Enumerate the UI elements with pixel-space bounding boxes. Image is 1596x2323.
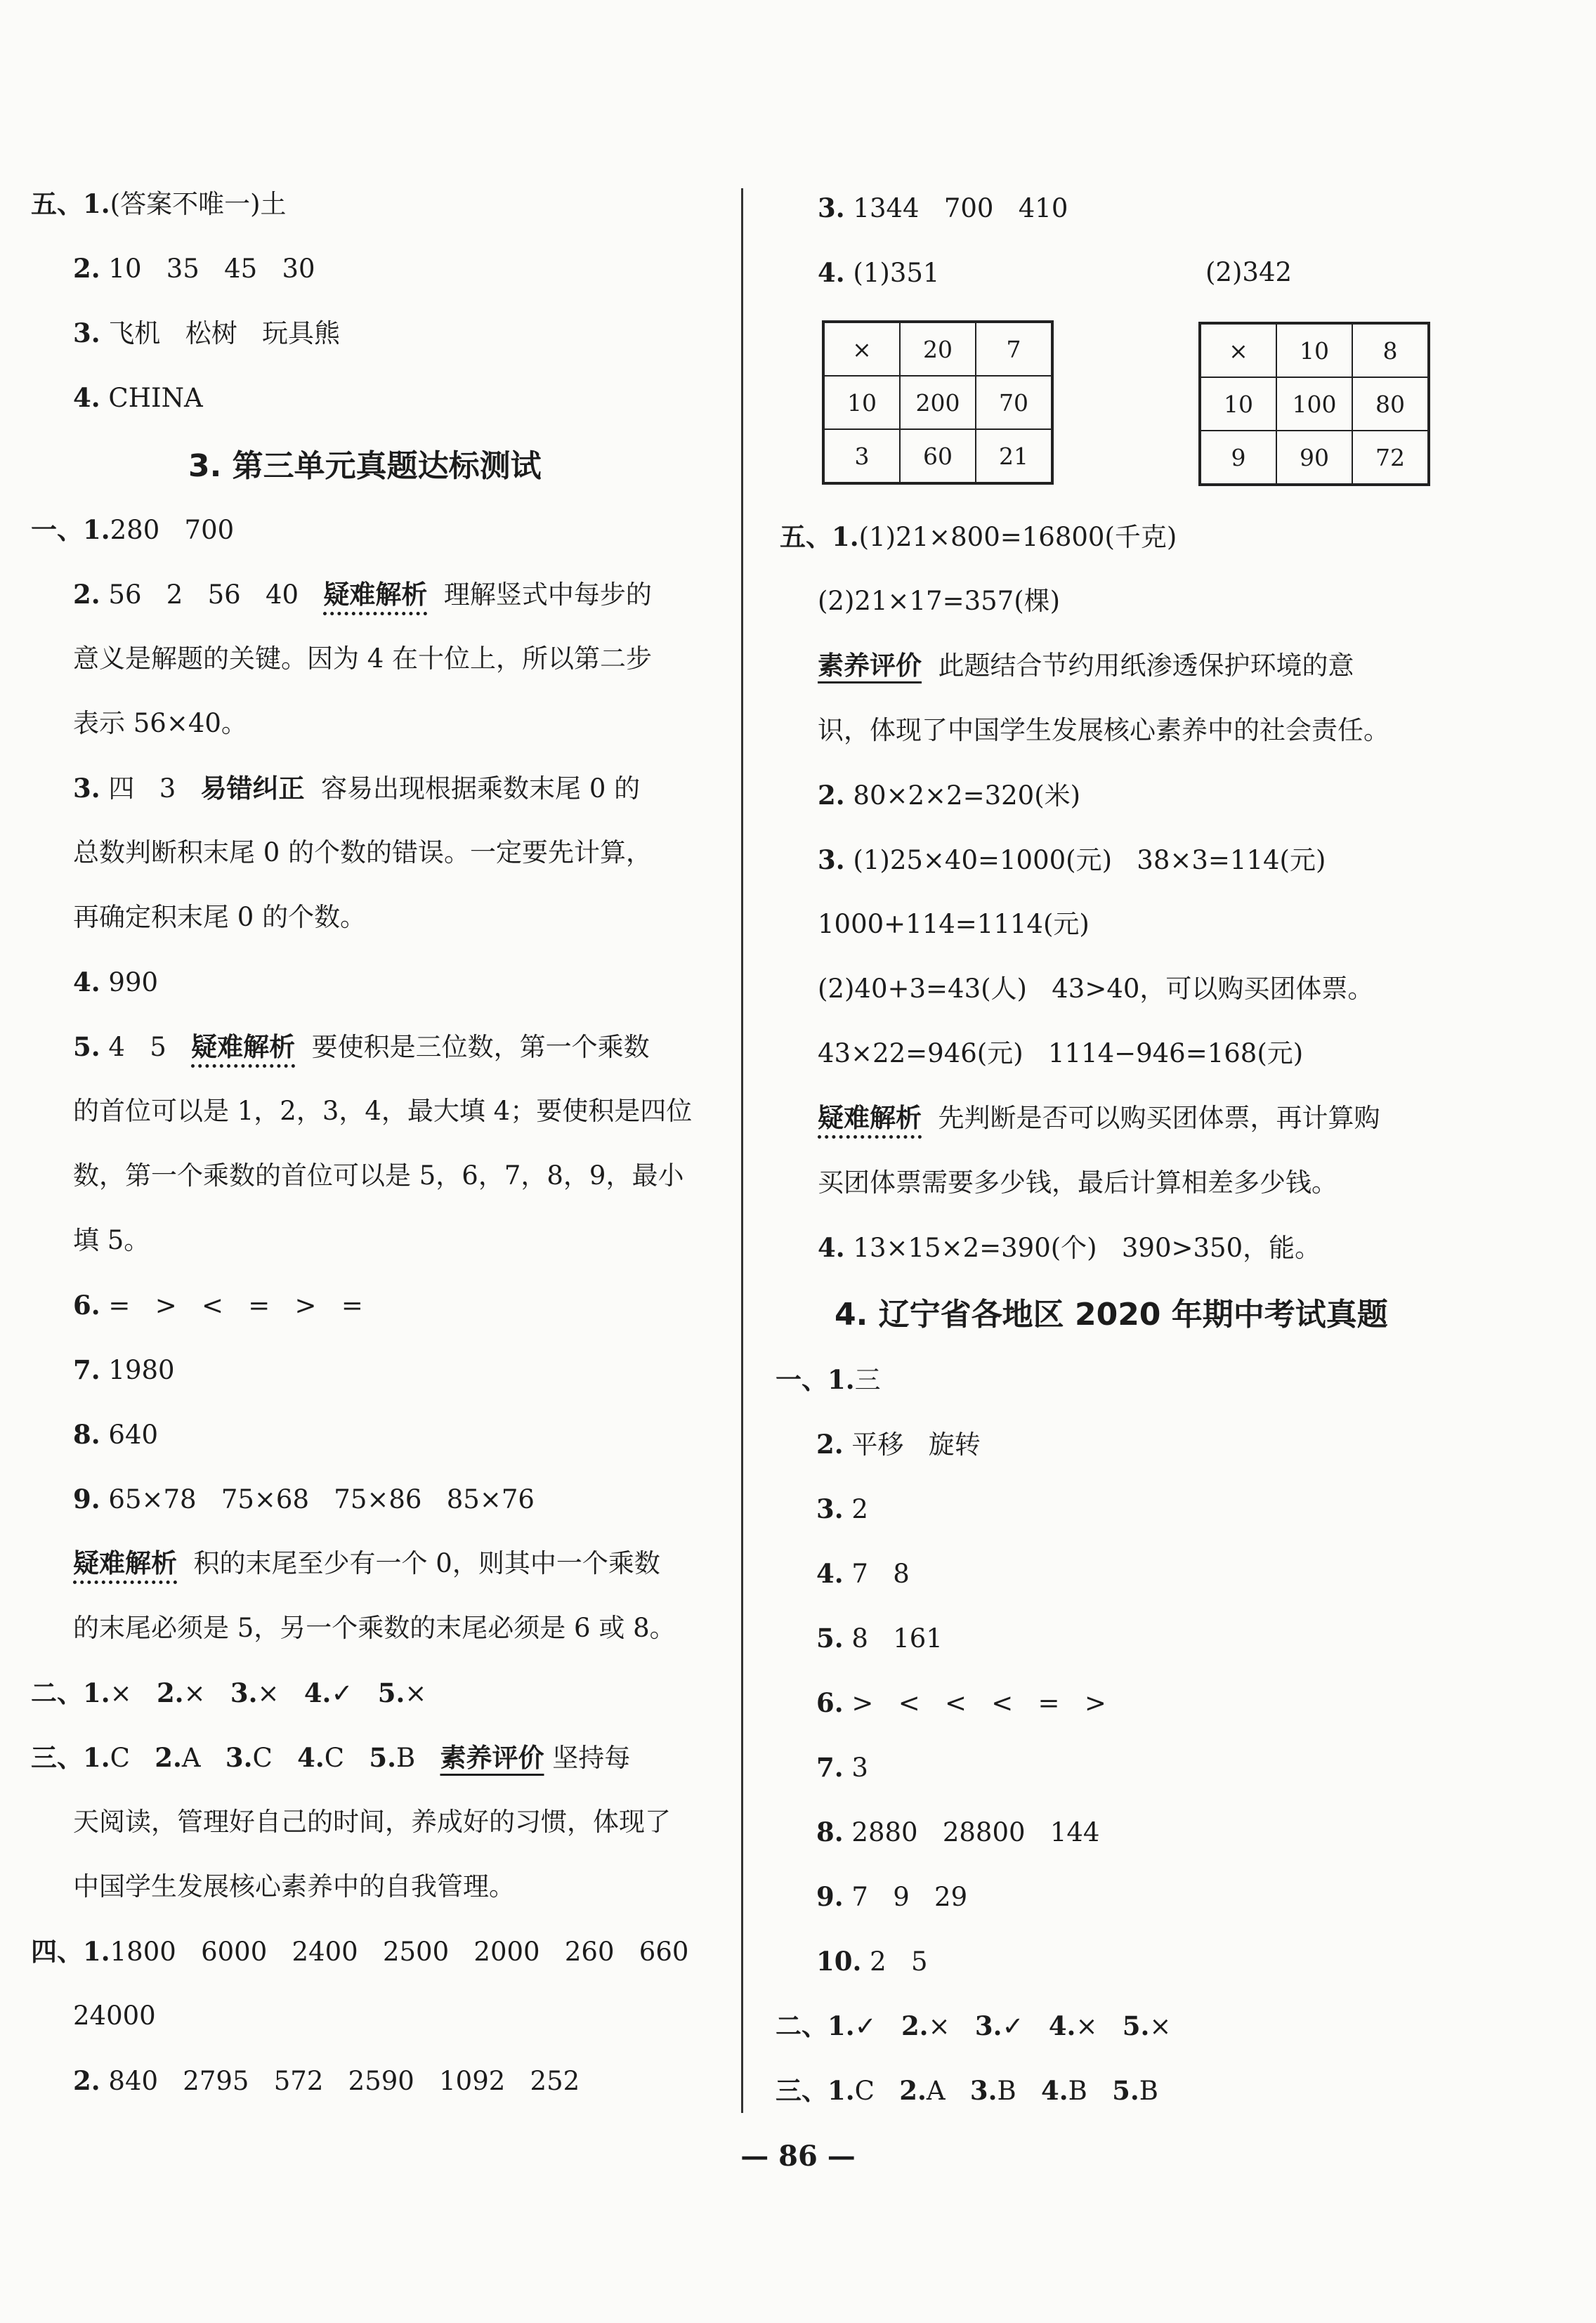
table-row [823,376,1052,429]
explanation-line: 填 5。 [73,1225,150,1255]
hard-analysis-tag: 疑难解析 [73,1548,177,1578]
explanation-line: 表示 56×40。 [73,708,247,738]
answer-text: ✓ [331,1678,378,1708]
question-number: 4. [1041,2075,1068,2106]
answer-text: (答案不唯一)土 [110,189,287,219]
question-number: 8. [816,1817,844,1847]
answer-text: × [1149,2011,1172,2041]
answer-line [73,313,340,353]
table-cell: 72 [1352,431,1429,485]
answer-text: × [928,2011,975,2041]
answer-text: × [405,1678,427,1708]
table-cell: × [823,322,900,376]
question-number: 5. [1112,2075,1139,2106]
answer-line: (2)21×17=357(棵) [818,586,1061,616]
question-number: 二、1. [776,2010,855,2041]
answer-text: = > < = > = [108,1290,363,1321]
question-number: 8. [73,1419,100,1450]
explanation-line: 意义是解题的关键。因为 4 在十位上，所以第二步 [73,643,653,674]
question-number: 五、1. [31,188,110,219]
table-row [1200,323,1429,377]
question-number: 5. [1122,2010,1150,2041]
answer-line [816,1748,868,1788]
question-number: 一、1. [776,1364,855,1395]
explanation-text: 积的末尾至少有一个 0，则其中一个乘数 [193,1548,660,1578]
answer-line [818,840,1326,880]
answer-text: 2 5 [870,1946,928,1977]
answer-text: 四 3 [108,773,176,804]
section-heading: 3. 第三单元真题达标测试 [188,448,542,484]
answer-text: 7 8 [851,1559,910,1589]
answer-text: × [257,1678,304,1708]
table-cell: 20 [900,322,976,376]
question-number: 3. [73,773,100,804]
answer-text: 65×78 75×68 75×86 85×76 [108,1484,535,1514]
question-number: 三、1. [31,1742,110,1773]
question-number: 二、1. [31,1677,110,1708]
explanation-line [818,1099,1380,1138]
answer-line: 24000 [73,2001,156,2031]
answer-text: 2880 28800 144 [851,1817,1100,1847]
question-number: 2. [73,2065,100,2096]
answer-text: B [1139,2076,1158,2106]
explanation-line: 买团体票需要多少钱，最后计算相差多少钱。 [818,1167,1337,1198]
table-row [823,322,1052,376]
answer-line [31,184,287,224]
answer-line [73,1479,535,1519]
explanation-line: 数，第一个乘数的首位可以是 5，6，7，8，9，最小 [73,1160,684,1191]
question-number: 3. [969,2075,998,2106]
explanation-text: 要使积是三位数，第一个乘数 [311,1032,650,1062]
answer-text: (1)21×800=16800(千克) [858,522,1177,552]
section-heading: 4. 辽宁省各地区 2020 年期中考试真题 [835,1297,1388,1333]
answer-line [73,1415,158,1455]
answer-text: 平移 旋转 [851,1429,981,1460]
answer-line [818,253,939,293]
answer-line [816,1618,943,1658]
page-number: — 86 — [740,2140,856,2173]
answer-line [73,249,315,289]
answer-text: 10 35 45 30 [108,254,315,284]
answer-line [73,575,652,615]
answer-text: ✓ [854,2011,901,2041]
answer-line: 43×22=946(元) 1114−946=168(元) [818,1038,1304,1068]
hard-analysis-tag: 疑难解析 [323,580,428,610]
answer-text: 8 161 [851,1623,943,1654]
answer-text: 1344 700 410 [853,193,1068,223]
answer-text: 840 2795 572 2590 1092 252 [108,2066,580,2096]
answer-text: 1980 [108,1355,175,1385]
answer-line [818,1228,1321,1268]
answer-line [73,378,203,418]
question-number: 3. [225,1742,253,1773]
answer-text: C [324,1743,369,1773]
answer-text: 990 [108,967,159,997]
explanation-line: 总数判断积末尾 0 的个数的错误。一定要先计算， [73,837,653,868]
answer-line [73,1027,650,1067]
answer-text: × [110,1678,157,1708]
answer-line [816,1877,967,1917]
question-number: 2. [818,780,845,811]
question-number: 6. [73,1290,100,1321]
question-number: 9. [816,1881,844,1912]
question-number: 2. [901,2010,929,2041]
multiplication-table-2 [1198,322,1430,486]
answer-text: (1)25×40=1000(元) 38×3=114(元) [853,845,1326,875]
answer-text: 280 700 [110,515,235,545]
answer-text: 7 9 29 [851,1882,968,1912]
table-cell: × [1200,323,1276,377]
answer-line [73,962,158,1002]
question-number: 3. [818,192,845,223]
explanation-line [73,1544,660,1583]
answer-line: (2)40+3=43(人) 43>40，可以购买团体票。 [818,974,1374,1004]
answer-text: > < < < = > [851,1688,1106,1718]
question-number: 2. [156,1677,184,1708]
answer-text: × [183,1678,230,1708]
question-number: 一、1. [31,514,110,545]
question-number: 2. [816,1429,844,1460]
question-number: 3. [818,844,845,875]
answer-text: 飞机 松树 玩具熊 [108,318,340,348]
explanation-line: 识，体现了中国学生发展核心素养中的社会责任。 [818,715,1389,745]
question-number: 7. [73,1354,100,1385]
question-number: 5. [369,1742,396,1773]
answer-text: 4 5 [108,1032,166,1062]
answer-text: 2 [851,1494,868,1524]
answer-line [816,1554,910,1594]
answer-text: B [1068,2076,1113,2106]
question-number: 4. [818,257,845,288]
answer-line [816,1489,868,1529]
question-number: 四、1. [31,1936,110,1967]
answer-text: CHINA [108,383,203,413]
table-cell: 80 [1352,377,1429,431]
question-number: 5. [816,1623,844,1654]
answer-text: 13×15×2=390(个) 390>350，能。 [853,1233,1321,1263]
table-row [823,429,1052,483]
question-number: 五、1. [780,521,859,552]
question-number: 10. [816,1946,862,1977]
question-number: 5. [377,1677,405,1708]
answer-line [816,1425,981,1465]
question-number: 7. [816,1752,844,1783]
answer-line: 1000+114=1114(元) [818,909,1090,939]
question-number: 2. [73,579,100,610]
question-number: 4. [73,967,100,997]
table-cell: 60 [900,429,976,483]
answer-text: B [997,2076,1042,2106]
table-cell: 90 [1276,431,1352,485]
answer-line [818,188,1068,228]
hard-analysis-tag: 疑难解析 [818,1103,922,1133]
question-number: 三、1. [776,2075,855,2106]
question-number: 3. [974,2010,1002,2041]
answer-text: 3 [851,1753,868,1783]
answer-text: (2)342 [1205,257,1293,287]
answer-text: C [252,1743,298,1773]
answer-text: × [1075,2011,1123,2041]
table-cell: 10 [1200,377,1276,431]
answer-line [818,776,1080,816]
hard-analysis-tag: 疑难解析 [191,1032,296,1062]
explanation-line [818,646,1354,686]
explanation-line: 的末尾必须是 5，另一个乘数的末尾必须是 6 或 8。 [73,1613,676,1643]
explanation-text: 坚持每 [552,1743,631,1773]
question-number: 4. [73,382,100,413]
answer-line [73,2061,580,2101]
answer-line [816,1683,1106,1723]
question-number: 3. [73,318,100,348]
explanation-text: 先判断是否可以购买团体票，再计算购 [938,1103,1380,1133]
table-row [1200,431,1429,485]
answer-text: B [396,1743,440,1773]
question-number: 4. [303,1677,332,1708]
question-number: 3. [816,1493,844,1524]
answer-text: 1800 6000 2400 2500 2000 260 660 [110,1937,689,1967]
multiplication-table-1 [822,320,1054,485]
table-cell: 7 [976,322,1052,376]
table-cell: 21 [976,429,1052,483]
question-number: 2. [73,253,100,284]
table-cell: 9 [1200,431,1276,485]
answer-line [776,1360,881,1400]
question-number: 6. [816,1687,844,1718]
explanation-line: 的首位可以是 1，2，3，4，最大填 4；要使积是四位 [73,1096,693,1126]
question-number: 4. [818,1232,845,1263]
answer-text: ✓ [1002,2011,1049,2041]
question-number: 4. [297,1742,325,1773]
answer-line [31,1932,688,1972]
answer-text: 640 [108,1420,159,1450]
answer-line [776,2006,1171,2046]
explanation-text: 理解竖式中每步的 [443,580,652,610]
answer-line [780,517,1177,557]
answer-line [816,1812,1099,1852]
table-cell: 70 [976,376,1052,429]
question-number: 9. [73,1484,100,1514]
question-number: 4. [1048,2010,1076,2041]
explanation-line: 再确定积末尾 0 的个数。 [73,902,367,932]
explanation-line: 中国学生发展核心素养中的自我管理。 [73,1871,515,1902]
table-cell: 200 [900,376,976,429]
question-number: 2. [155,1742,182,1773]
answer-text: (1)351 [853,258,940,288]
answer-text: C [110,1743,155,1773]
answer-text: A [926,2076,970,2106]
answer-text: 80×2×2=320(米) [853,780,1081,811]
question-number: 5. [73,1031,100,1062]
table-cell: 10 [1276,323,1352,377]
table-cell: 8 [1352,323,1429,377]
answer-line [73,1285,363,1326]
explanation-line: 天阅读，管理好自己的时间，养成好的习惯，体现了 [73,1807,671,1837]
table-cell: 10 [823,376,900,429]
answer-line [73,1350,175,1390]
answer-line [31,510,234,550]
explanation-text: 容易出现根据乘数末尾 0 的 [321,773,641,804]
answer-line [776,2071,1158,2111]
question-number: 2. [899,2075,927,2106]
question-number: 3. [230,1677,258,1708]
answer-text: 三 [854,1365,881,1395]
answer-text: 56 2 56 40 [108,580,299,610]
answer-line [31,1738,630,1778]
answer-line [816,1942,928,1982]
answer-line [73,768,640,809]
answer-text: C [854,2076,900,2106]
table-cell: 3 [823,429,900,483]
quality-evaluation-tag: 素养评价 [440,1743,544,1773]
quality-evaluation-tag: 素养评价 [818,650,922,681]
error-correction-tag: 易错纠正 [200,773,305,804]
table-cell: 100 [1276,377,1352,431]
question-number: 4. [816,1558,844,1589]
explanation-text: 此题结合节约用纸渗透保护环境的意 [938,650,1354,681]
answer-text: A [181,1743,225,1773]
column-divider [741,188,743,2113]
table-row [1200,377,1429,431]
answer-line [31,1673,426,1713]
